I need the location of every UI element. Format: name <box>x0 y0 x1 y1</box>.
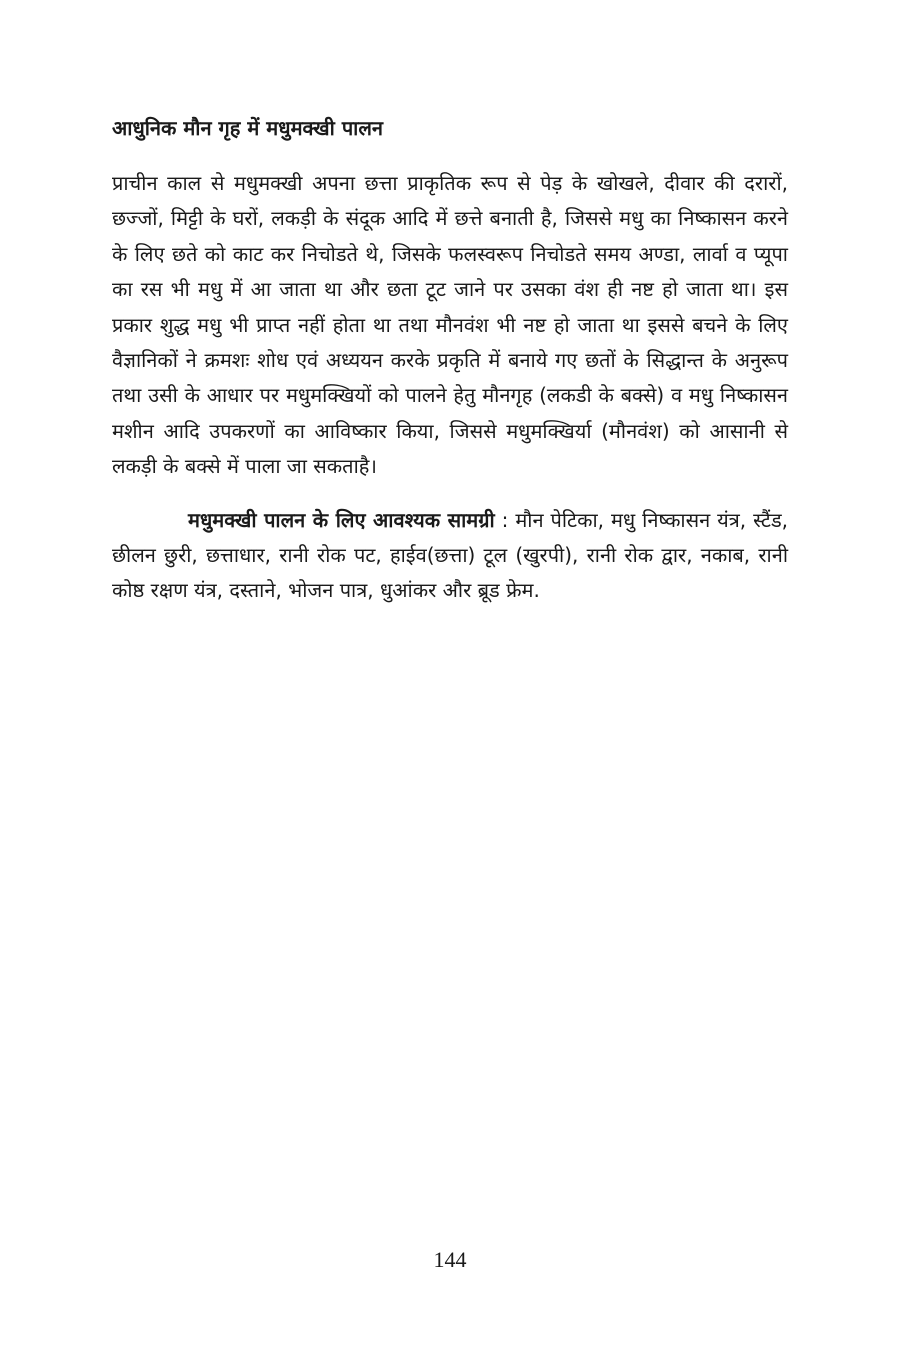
body-paragraph-history: प्राचीन काल से मधुमक्खी अपना छत्ता प्राकृतिक रूप से पेड़ के खोखले, दीवार की दरारों, छज्जों, मिट्टी के घरों, लकड़ी के संदूक आदि में छत्ते बनाती है, जिससे मधु का निष्कासन करने के लिए छते को काट कर निचोडते थे, जिसके फलस्वरूप निचोडते समय अण्डा, लार्वा व प्यूपा का रस भी मधु में आ जाता था और छता टूट जाने पर उसका वंश ही नष्ट हो जाता था। इस प्रकार शुद्ध मधु भी प्राप्त नहीं होता था तथा मौनवंश भी नष्ट हो जाता था इससे बचने के लिए वैज्ञानिकों ने क्रमशः शोध एवं अध्ययन करके प्रकृति में बनाये गए छतों के सिद्धान्त के अनुरूप तथा उसी के आधार पर मधुमक्खियों को पालने हेतु मौनगृह (लकडी के बक्से) व मधु निष्कासन मशीन आदि उपकरणों का आविष्कार किया, जिससे मधुमक्खिर्या (मौनवंश) को आसानी से लकड़ी के बक्से में पाला जा सकताहै। <box>112 171 788 479</box>
materials-separator: : <box>494 507 516 532</box>
body-paragraph-materials <box>112 503 788 609</box>
page-number: 144 <box>433 1247 467 1272</box>
materials-list: मौन पेटिका, मधु निष्कासन यंत्र, स्टैंड, छीलन छुरी, छत्ताधार, रानी रोक पट, हाईव(छत्ता) टूल (खुरपी), रानी रोक द्वार, नकाब, रानी कोष्ठ रक्षण यंत्र, दस्ताने, भोजन पात्र, धुआंकर और ब्रूड फ्रेम. <box>112 507 789 603</box>
materials-label: मधुमक्खी पालन के लिए आवश्यक सामग्री <box>188 507 495 532</box>
document-page <box>112 110 788 627</box>
section-heading: आधुनिक मौन गृह में मधुमक्खी पालन <box>112 116 384 140</box>
